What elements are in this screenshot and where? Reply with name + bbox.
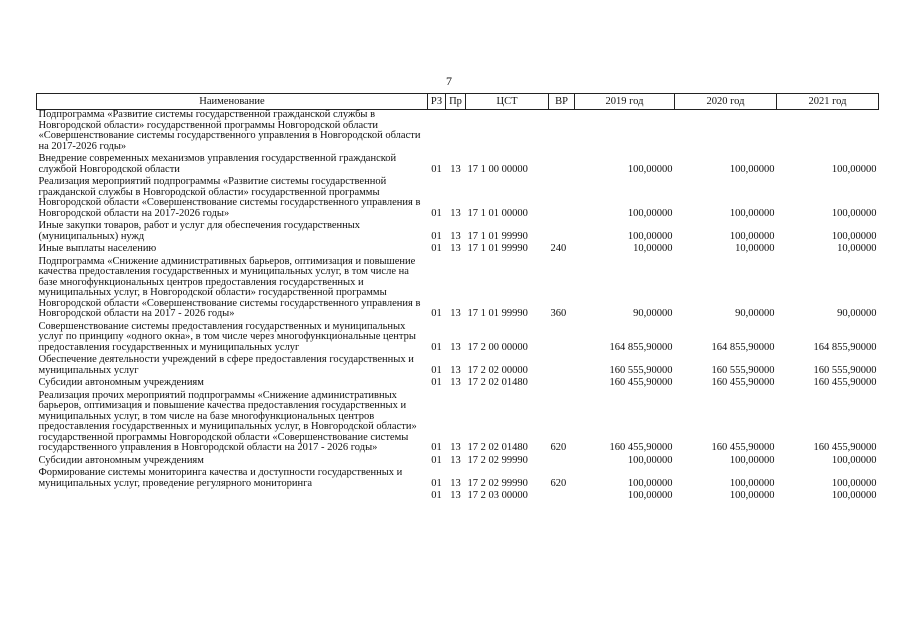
cell-rz: 01 (431, 364, 442, 376)
cell-pr: 13 (450, 230, 461, 242)
table-row (37, 110, 879, 155)
cell-2019: 100,00000 (627, 163, 673, 175)
cell-rz: 01 (431, 341, 442, 353)
page-number: 7 (446, 74, 452, 88)
cell-2021: 160 455,90000 (813, 377, 877, 388)
cell-2019: 164 855,90000 (609, 341, 673, 353)
cell-name: Подпрограмма «Развитие системы государственной гражданской службы в Новгородской области» государственной программы Новгородской области «Совершенствование системы государственного управления в Новгородской области на 2017-2026 годы» (38, 109, 421, 152)
cell-2020: 100,00000 (729, 490, 775, 501)
cell-name: Реализация прочих мероприятий подпрограммы «Снижение административных барьеров, оптимизация и повышение качества предоставления государственных и муниципальных услуг, в том числе на базе многофункциональных центров предоставления государственных и муниципальных услуг, в Новгородской области» государственной программы Новгородской области «Совершенствование системы государственного управления в Новгородской области на 2017 - 2026 годы» (38, 389, 417, 453)
cell-2020: 100,00000 (729, 230, 775, 242)
col-header-rz: РЗ (428, 94, 446, 110)
cell-name: Субсидии автономным учреждениям (38, 454, 204, 466)
cell-vr: 240 (550, 243, 567, 254)
cell-pr: 13 (450, 364, 461, 376)
cell-vr (549, 110, 575, 155)
cell-2021: 10,00000 (837, 243, 877, 254)
cell-name (37, 491, 428, 504)
cell-2020: 100,00000 (729, 454, 775, 466)
col-header-name: Наименование (37, 94, 428, 110)
cell-2019: 160 455,90000 (609, 442, 673, 453)
cell-vr (549, 322, 575, 356)
cell-pr: 13 (450, 442, 461, 453)
cell-cst: 17 2 02 01480 (467, 377, 528, 388)
cell-cst: 17 1 01 99990 (467, 308, 528, 319)
cell-2019: 100,00000 (627, 454, 673, 466)
cell-rz: 01 (431, 442, 442, 453)
cell-name: Иные выплаты населению (38, 243, 157, 254)
table-row (37, 391, 879, 456)
cell-2021: 100,00000 (831, 454, 877, 466)
cell-vr (549, 378, 575, 391)
cell-cst: 17 2 02 01480 (467, 442, 528, 453)
cell-pr: 13 (450, 308, 461, 319)
cell-2019: 90,00000 (633, 308, 673, 319)
cell-2020: 100,00000 (729, 163, 775, 175)
cell-vr (549, 355, 575, 378)
cell-vr: 620 (550, 477, 567, 489)
table-row (37, 322, 879, 356)
cell-vr (549, 456, 575, 469)
col-header-vr: ВР (549, 94, 575, 110)
table-row (37, 257, 879, 322)
cell-rz: 01 (431, 377, 442, 388)
col-header-2021: 2021 год (777, 94, 879, 110)
cell-cst (466, 110, 549, 155)
col-header-cst: ЦСТ (466, 94, 549, 110)
cell-pr: 13 (450, 207, 461, 219)
cell-2019 (575, 110, 675, 155)
cell-2020: 164 855,90000 (711, 341, 775, 353)
col-header-2019: 2019 год (575, 94, 675, 110)
table-row (37, 355, 879, 378)
table-header-row (37, 94, 879, 110)
cell-2020: 100,00000 (729, 477, 775, 489)
table-row (37, 491, 879, 504)
cell-rz: 01 (431, 490, 442, 501)
cell-pr: 13 (450, 477, 461, 489)
cell-cst: 17 1 01 00000 (467, 207, 528, 219)
cell-pr: 13 (450, 454, 461, 466)
cell-2019: 10,00000 (633, 243, 673, 254)
cell-name: Реализация мероприятий подпрограммы «Развитие системы государственной гражданской службы в Новгородской области» государственной программы Новгородской области «Совершенствование системы государственного управления в Новгородской области на 2017-2026 годы» (38, 176, 421, 219)
cell-2020: 100,00000 (729, 207, 775, 219)
cell-2019: 100,00000 (627, 230, 673, 242)
cell-2021: 100,00000 (831, 207, 877, 219)
cell-vr (549, 177, 575, 221)
cell-vr (549, 221, 575, 244)
cell-rz: 01 (431, 477, 442, 489)
table-row (37, 154, 879, 177)
cell-pr: 13 (450, 377, 461, 388)
cell-2021: 100,00000 (831, 477, 877, 489)
table-row (37, 221, 879, 244)
budget-table (36, 93, 879, 504)
cell-2019: 100,00000 (627, 477, 673, 489)
cell-rz (428, 110, 446, 155)
cell-vr (549, 491, 575, 504)
col-header-pr: Пр (446, 94, 466, 110)
cell-cst: 17 2 02 99990 (467, 477, 528, 489)
cell-rz: 01 (431, 230, 442, 242)
cell-2021: 164 855,90000 (813, 341, 877, 353)
cell-rz: 01 (431, 163, 442, 175)
cell-cst: 17 2 02 00000 (467, 364, 528, 376)
cell-2020: 90,00000 (735, 308, 775, 319)
table-row (37, 177, 879, 221)
cell-cst: 17 2 00 00000 (467, 341, 528, 353)
cell-2019: 100,00000 (627, 490, 673, 501)
cell-2021: 90,00000 (837, 308, 877, 319)
cell-cst: 17 1 01 99990 (467, 230, 528, 242)
cell-cst: 17 1 01 99990 (467, 243, 528, 254)
cell-pr (446, 110, 466, 155)
cell-rz: 01 (431, 454, 442, 466)
cell-2020: 160 455,90000 (711, 442, 775, 453)
col-header-2020: 2020 год (675, 94, 777, 110)
cell-name: Субсидии автономным учреждениям (38, 377, 204, 388)
cell-name: Внедрение современных механизмов управления государственной гражданской службой Новгородской области (38, 153, 397, 175)
cell-cst: 17 2 02 99990 (467, 454, 528, 466)
cell-2020: 10,00000 (735, 243, 775, 254)
table-row (37, 468, 879, 491)
cell-name: Совершенствование системы предоставления государственных и муниципальных услуг по принципу «одного окна», в том числе через многофункциональные центры предоставления государственных и муниципальных услуг (38, 320, 416, 353)
cell-2021: 100,00000 (831, 490, 877, 501)
cell-2019: 100,00000 (627, 207, 673, 219)
cell-rz: 01 (431, 243, 442, 254)
cell-vr: 620 (550, 442, 567, 453)
cell-vr (549, 154, 575, 177)
cell-cst: 17 2 03 00000 (467, 490, 528, 501)
cell-2021: 160 555,90000 (813, 364, 877, 376)
cell-cst: 17 1 00 00000 (467, 163, 528, 175)
cell-2021 (777, 110, 879, 155)
table-body (37, 110, 879, 504)
cell-pr: 13 (450, 243, 461, 254)
cell-vr: 360 (550, 308, 567, 319)
cell-2019: 160 455,90000 (609, 377, 673, 388)
cell-2019: 160 555,90000 (609, 364, 673, 376)
cell-2021: 100,00000 (831, 230, 877, 242)
table-row (37, 378, 879, 391)
cell-name: Подпрограмма «Снижение административных барьеров, оптимизация и повышение качества предоставления государственных и муниципальных услуг, в том числе на базе многофункциональных центров предоставления государственных и муниципальных услуг, в Новгородской области» государственной программы Новгородской области «Совершенствование системы государственного управления в Новгородской области на 2017 - 2026 годы» (38, 255, 421, 319)
cell-2020: 160 455,90000 (711, 377, 775, 388)
cell-pr: 13 (450, 490, 461, 501)
cell-name: Формирование системы мониторинга качества и доступности государственных и муниципальных услуг, проведение регулярного мониторинга (38, 467, 403, 489)
cell-2020: 160 555,90000 (711, 364, 775, 376)
cell-pr: 13 (450, 163, 461, 175)
cell-2020 (675, 110, 777, 155)
table-row (37, 244, 879, 257)
cell-name: Обеспечение деятельности учреждений в сфере предоставления государственных и муниципальных услуг (38, 354, 414, 376)
cell-rz: 01 (431, 308, 442, 319)
cell-2021: 160 455,90000 (813, 442, 877, 453)
cell-2021: 100,00000 (831, 163, 877, 175)
cell-rz: 01 (431, 207, 442, 219)
cell-pr: 13 (450, 341, 461, 353)
cell-name: Иные закупки товаров, работ и услуг для обеспечения государственных (муниципальных) нужд (38, 220, 361, 242)
